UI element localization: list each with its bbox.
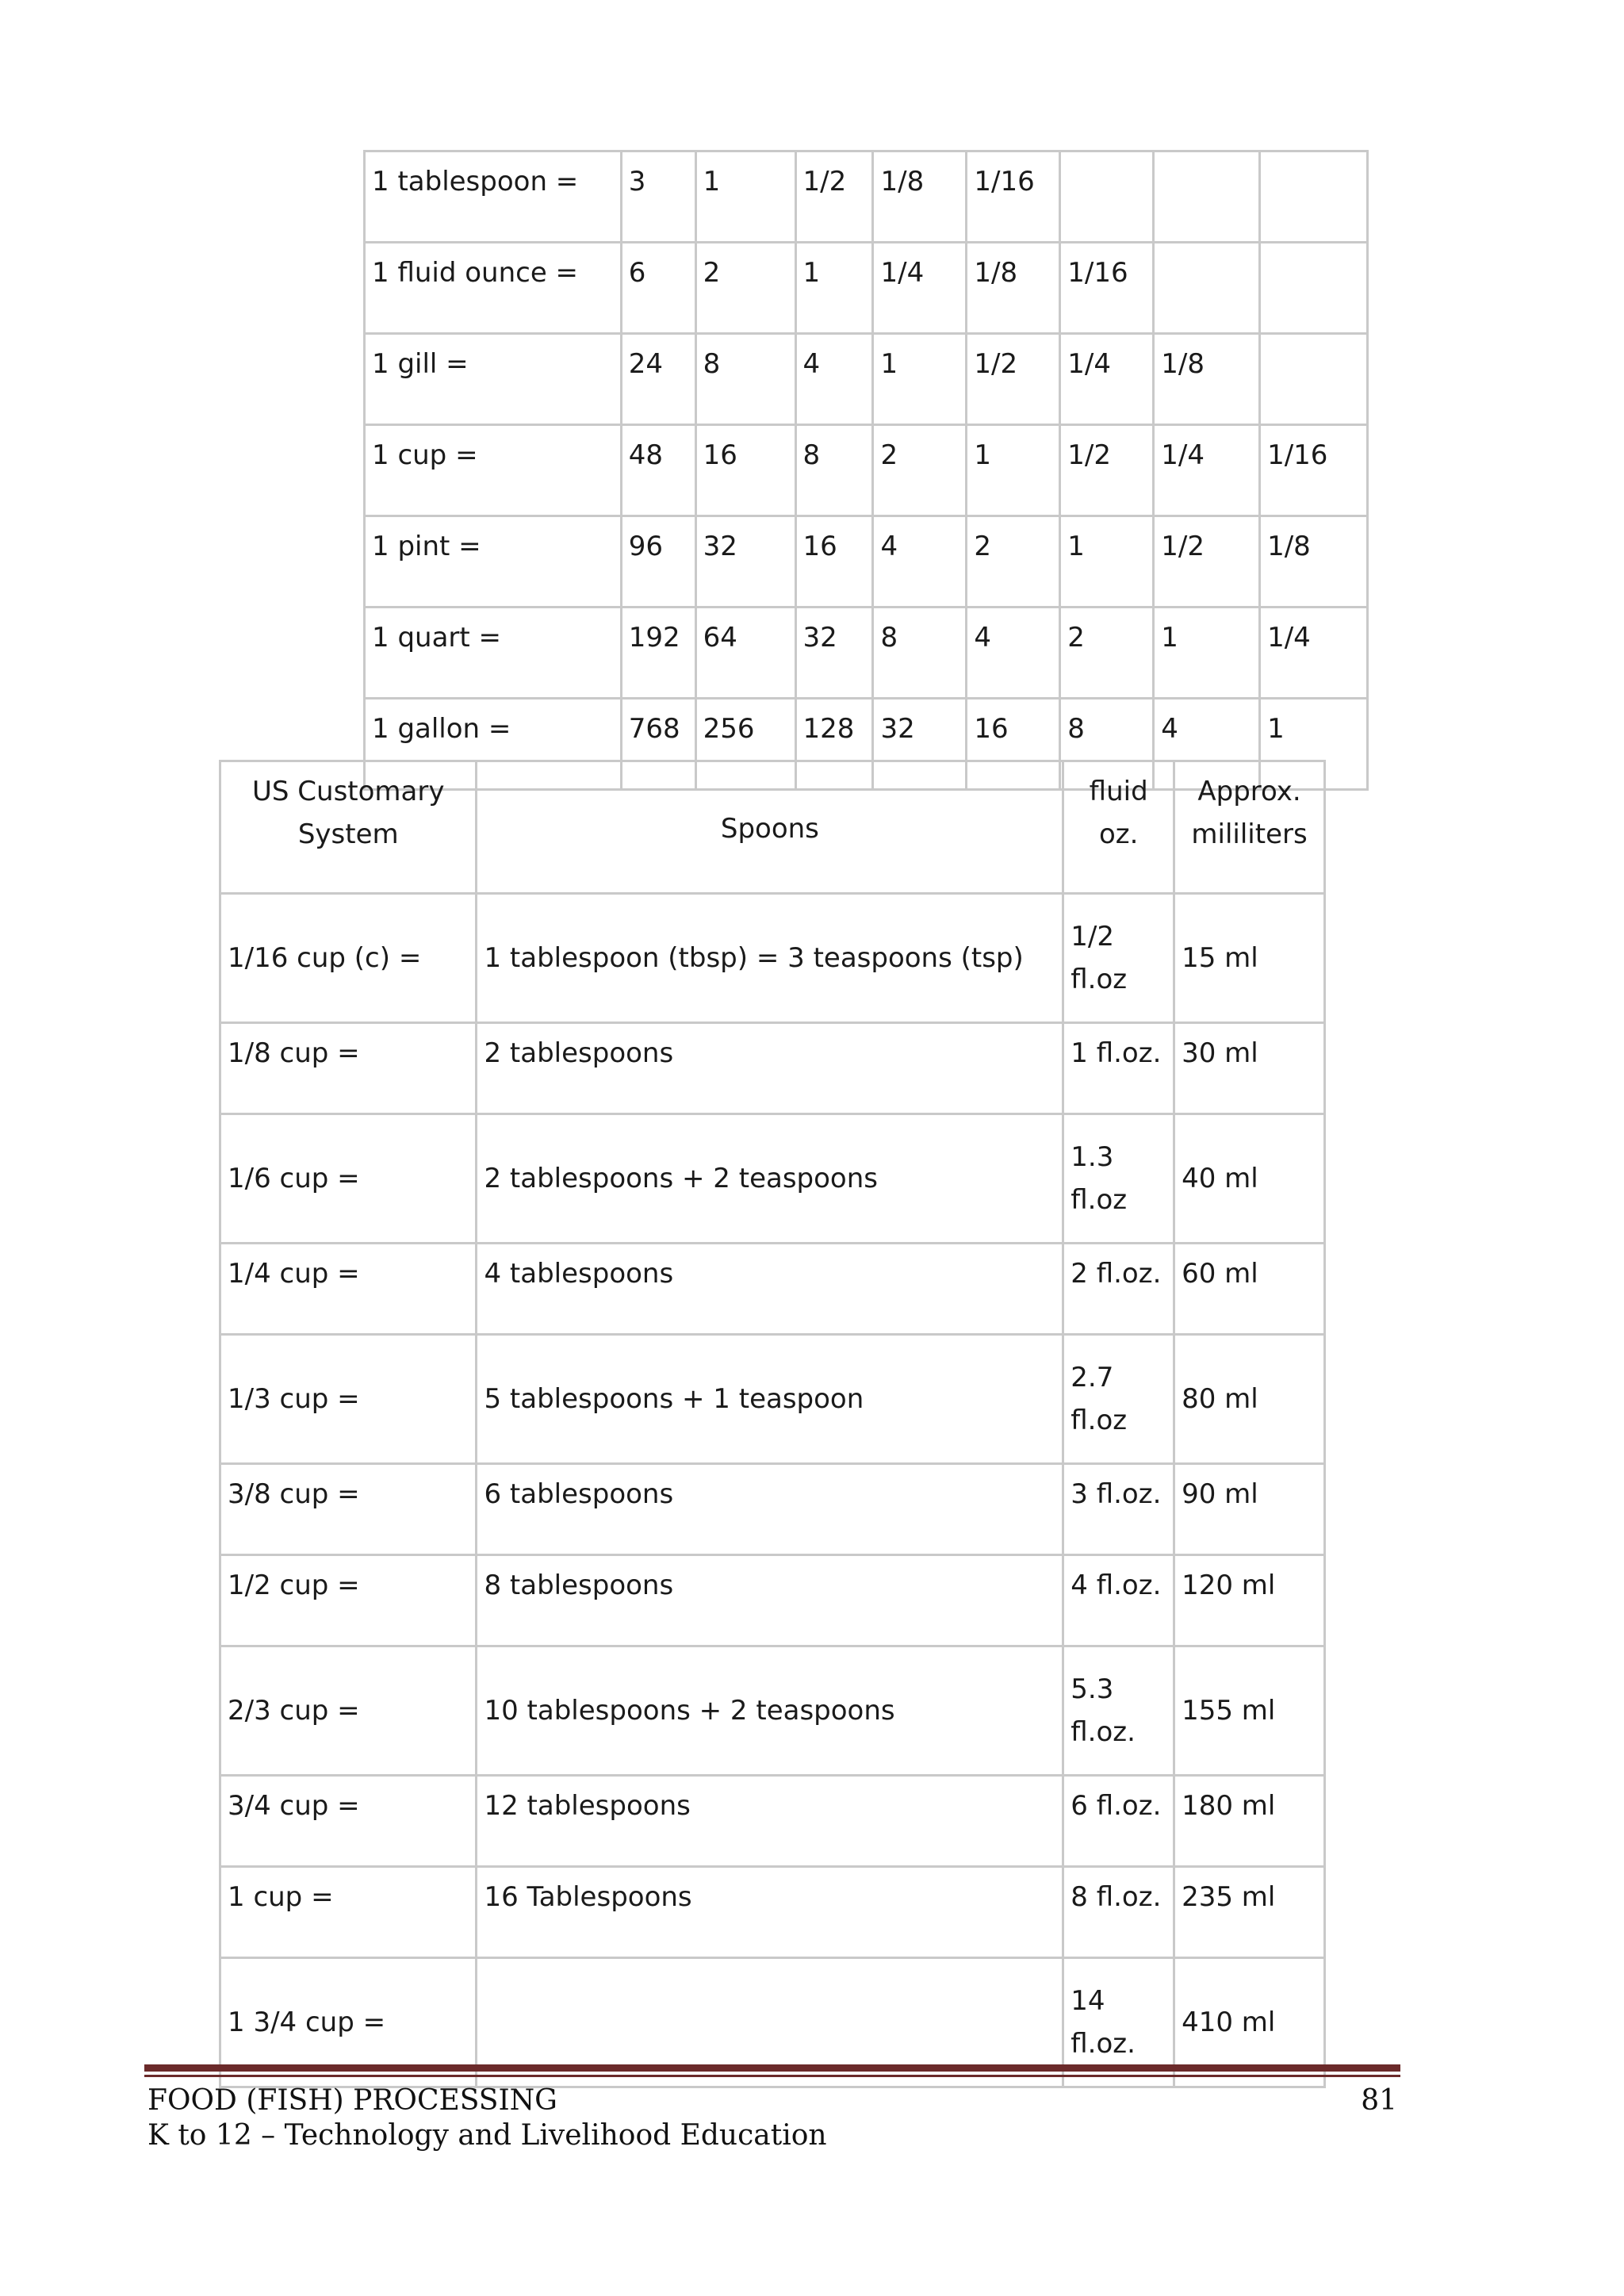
fluid-oz-line: 8 fl.oz. <box>1071 1881 1162 1913</box>
value-cell: 3 <box>621 151 695 243</box>
value-cell: 256 <box>695 699 795 790</box>
value-cell: 4 <box>873 516 967 608</box>
table-row <box>220 1646 1325 1776</box>
value-cell: 1/8 <box>1260 516 1368 608</box>
value-cell: 1/8 <box>873 151 967 243</box>
value-cell: 64 <box>695 608 795 699</box>
ml-cell: 155 ml <box>1174 1646 1325 1776</box>
value-cell: 8 <box>695 334 795 425</box>
value-cell: 4 <box>1154 699 1260 790</box>
fluid-oz-line: 2 fl.oz. <box>1071 1258 1162 1290</box>
ml-cell: 90 ml <box>1174 1464 1325 1555</box>
value-cell: 1 <box>695 151 795 243</box>
value-cell: 1/2 <box>1060 425 1154 516</box>
unit-label-cell: 1 pint = <box>365 516 622 608</box>
value-cell: 1/8 <box>1154 334 1260 425</box>
page-number: 81 <box>1361 2084 1397 2117</box>
value-cell: 8 <box>795 425 873 516</box>
cup-cell: 1/16 cup (c) = <box>220 894 477 1023</box>
spoons-cell: 1 tablespoon (tbsp) = 3 teaspoons (tsp) <box>477 894 1063 1023</box>
conversion-table <box>363 150 1369 791</box>
value-cell: 1 <box>1060 516 1154 608</box>
table-row <box>220 1555 1325 1646</box>
value-cell: 8 <box>873 608 967 699</box>
fluid-oz-cell <box>1063 1464 1174 1555</box>
table-row <box>365 334 1368 425</box>
value-cell <box>1154 151 1260 243</box>
value-cell: 16 <box>795 516 873 608</box>
table-row <box>220 1867 1325 1958</box>
table-row <box>220 1114 1325 1244</box>
unit-label-cell: 1 gallon = <box>365 699 622 790</box>
value-cell: 1/2 <box>795 151 873 243</box>
cup-cell: 1/6 cup = <box>220 1114 477 1244</box>
fluid-oz-line: 1 fl.oz. <box>1071 1037 1162 1069</box>
fluid-oz-cell <box>1063 894 1174 1023</box>
cup-cell: 1/8 cup = <box>220 1023 477 1114</box>
fluid-oz-cell <box>1063 1114 1174 1244</box>
table-row <box>365 151 1368 243</box>
fluid-oz-line: 3 fl.oz. <box>1071 1478 1162 1510</box>
header-fluid-oz-line2: oz. <box>1098 818 1139 850</box>
header-fluid-oz-line1: fluid <box>1089 776 1148 807</box>
footer-rule-thin <box>144 2075 1400 2077</box>
fluid-oz-line: 14 <box>1071 1985 1105 2017</box>
spoons-cell: 2 tablespoons + 2 teaspoons <box>477 1114 1063 1244</box>
table-row <box>365 516 1368 608</box>
ml-cell: 30 ml <box>1174 1023 1325 1114</box>
fluid-oz-cell <box>1063 1776 1174 1867</box>
spoons-cell: 4 tablespoons <box>477 1244 1063 1335</box>
value-cell: 1 <box>1260 699 1368 790</box>
table-row <box>220 1244 1325 1335</box>
fluid-oz-line: 5.3 <box>1071 1673 1114 1705</box>
fluid-oz-line: fl.oz. <box>1071 1716 1136 1748</box>
cup-cell: 1/3 cup = <box>220 1335 477 1464</box>
value-cell: 2 <box>1060 608 1154 699</box>
footer-rule-thick <box>144 2064 1400 2072</box>
cup-cell: 1/4 cup = <box>220 1244 477 1335</box>
value-cell: 2 <box>967 516 1060 608</box>
footer-title: FOOD (FISH) PROCESSING <box>147 2084 557 2117</box>
header-us-customary-line2: System <box>297 818 399 850</box>
value-cell: 1/4 <box>1154 425 1260 516</box>
cup-cell: 1 cup = <box>220 1867 477 1958</box>
value-cell: 1/16 <box>1060 243 1154 334</box>
table-row <box>220 1776 1325 1867</box>
fluid-oz-line: 1/2 <box>1071 921 1114 953</box>
fluid-oz-cell <box>1063 1335 1174 1464</box>
fluid-oz-line: 6 fl.oz. <box>1071 1790 1162 1822</box>
header-approx-ml <box>1174 761 1325 894</box>
fluid-oz-cell <box>1063 1555 1174 1646</box>
ml-cell: 410 ml <box>1174 1958 1325 2087</box>
table-row <box>220 1464 1325 1555</box>
value-cell <box>1260 334 1368 425</box>
spoons-cell: 2 tablespoons <box>477 1023 1063 1114</box>
value-cell: 1/16 <box>967 151 1060 243</box>
unit-label-cell: 1 fluid ounce = <box>365 243 622 334</box>
value-cell: 32 <box>795 608 873 699</box>
value-cell: 128 <box>795 699 873 790</box>
table-row <box>220 894 1325 1023</box>
value-cell: 32 <box>873 699 967 790</box>
table-row <box>220 1335 1325 1464</box>
value-cell: 1/4 <box>1260 608 1368 699</box>
value-cell <box>1260 243 1368 334</box>
spoons-cell: 12 tablespoons <box>477 1776 1063 1867</box>
header-approx-ml-line2: mililiters <box>1191 818 1308 850</box>
header-spoons: Spoons <box>477 761 1063 894</box>
value-cell: 8 <box>1060 699 1154 790</box>
fluid-oz-line: fl.oz <box>1071 964 1128 995</box>
value-cell: 4 <box>795 334 873 425</box>
fluid-oz-line: fl.oz <box>1071 1405 1128 1436</box>
us-customary-table <box>219 760 1326 2088</box>
value-cell: 32 <box>695 516 795 608</box>
cup-cell: 1 3/4 cup = <box>220 1958 477 2087</box>
value-cell: 1/2 <box>1154 516 1260 608</box>
header-us-customary-line1: US Customary <box>252 776 445 807</box>
value-cell: 2 <box>695 243 795 334</box>
value-cell: 2 <box>873 425 967 516</box>
footer-subtitle: K to 12 – Technology and Livelihood Education <box>147 2119 827 2152</box>
fluid-oz-line: 1.3 <box>1071 1141 1114 1173</box>
value-cell: 96 <box>621 516 695 608</box>
value-cell: 1/2 <box>967 334 1060 425</box>
value-cell: 1/4 <box>873 243 967 334</box>
value-cell: 1/16 <box>1260 425 1368 516</box>
fluid-oz-line: 2.7 <box>1071 1362 1114 1393</box>
table-row <box>365 425 1368 516</box>
value-cell: 1 <box>1154 608 1260 699</box>
spoons-cell: 8 tablespoons <box>477 1555 1063 1646</box>
value-cell: 768 <box>621 699 695 790</box>
fluid-oz-cell <box>1063 1867 1174 1958</box>
header-approx-ml-line1: Approx. <box>1197 776 1301 807</box>
unit-label-cell: 1 quart = <box>365 608 622 699</box>
value-cell: 1 <box>967 425 1060 516</box>
value-cell: 16 <box>967 699 1060 790</box>
table-row <box>365 608 1368 699</box>
ml-cell: 80 ml <box>1174 1335 1325 1464</box>
fluid-oz-line: fl.oz <box>1071 1184 1128 1216</box>
header-fluid-oz <box>1063 761 1174 894</box>
spoons-cell: 10 tablespoons + 2 teaspoons <box>477 1646 1063 1776</box>
value-cell <box>1154 243 1260 334</box>
spoons-cell: 6 tablespoons <box>477 1464 1063 1555</box>
ml-cell: 40 ml <box>1174 1114 1325 1244</box>
unit-label-cell: 1 cup = <box>365 425 622 516</box>
cup-cell: 3/4 cup = <box>220 1776 477 1867</box>
value-cell: 1/8 <box>967 243 1060 334</box>
spoons-cell: 16 Tablespoons <box>477 1867 1063 1958</box>
cup-cell: 3/8 cup = <box>220 1464 477 1555</box>
fluid-oz-cell <box>1063 1023 1174 1114</box>
unit-label-cell: 1 tablespoon = <box>365 151 622 243</box>
value-cell <box>1260 151 1368 243</box>
cup-cell: 1/2 cup = <box>220 1555 477 1646</box>
fluid-oz-cell <box>1063 1646 1174 1776</box>
table-row <box>365 243 1368 334</box>
value-cell: 48 <box>621 425 695 516</box>
ml-cell: 120 ml <box>1174 1555 1325 1646</box>
value-cell: 6 <box>621 243 695 334</box>
value-cell <box>1060 151 1154 243</box>
value-cell: 24 <box>621 334 695 425</box>
value-cell: 1 <box>795 243 873 334</box>
header-us-customary <box>220 761 477 894</box>
table-header-row <box>220 761 1325 894</box>
value-cell: 1 <box>873 334 967 425</box>
value-cell: 4 <box>967 608 1060 699</box>
cup-cell: 2/3 cup = <box>220 1646 477 1776</box>
fluid-oz-cell <box>1063 1244 1174 1335</box>
spoons-cell: 5 tablespoons + 1 teaspoon <box>477 1335 1063 1464</box>
value-cell: 1/4 <box>1060 334 1154 425</box>
table-row <box>220 1023 1325 1114</box>
fluid-oz-line: fl.oz. <box>1071 2028 1136 2060</box>
ml-cell: 15 ml <box>1174 894 1325 1023</box>
ml-cell: 180 ml <box>1174 1776 1325 1867</box>
value-cell: 16 <box>695 425 795 516</box>
unit-label-cell: 1 gill = <box>365 334 622 425</box>
ml-cell: 235 ml <box>1174 1867 1325 1958</box>
fluid-oz-line: 4 fl.oz. <box>1071 1570 1162 1601</box>
ml-cell: 60 ml <box>1174 1244 1325 1335</box>
value-cell: 192 <box>621 608 695 699</box>
